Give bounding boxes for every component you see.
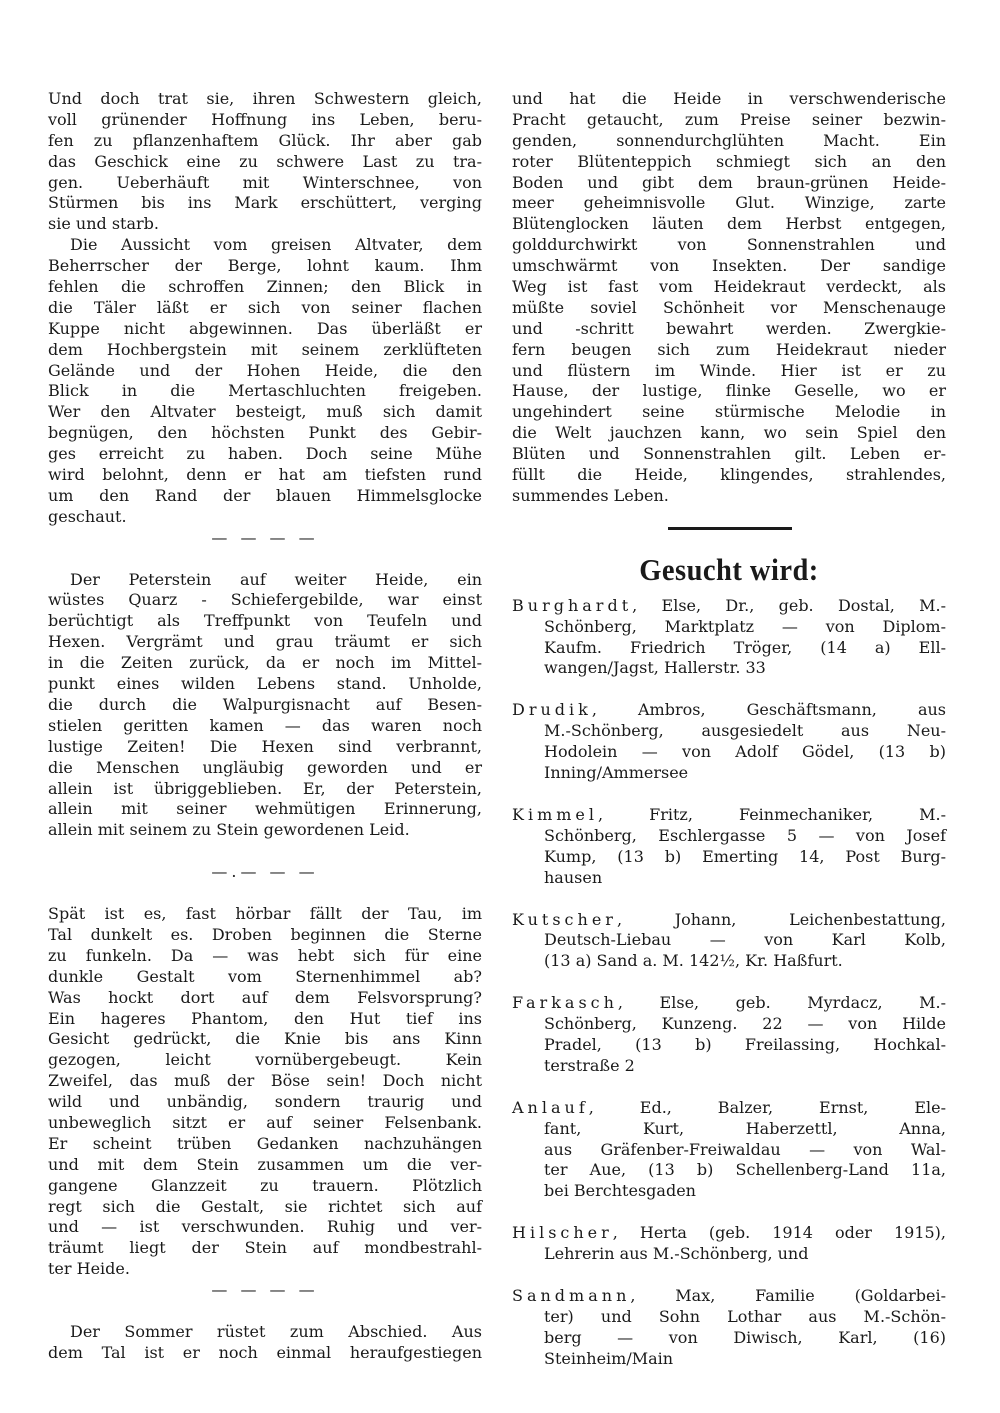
text-line: und — ist verschwunden. Ruhig und ver-	[48, 1217, 482, 1237]
wanted-entry	[512, 805, 946, 889]
text-line: und flüstern im Winde. Hier ist er zu	[512, 360, 946, 380]
text-line: sie und starb.	[48, 214, 159, 234]
paragraph	[48, 235, 482, 527]
text-line: Die Aussicht vom greisen Altvater, dem	[70, 235, 482, 255]
text-line	[512, 805, 946, 826]
text-line: träumt liegt der Stein auf mondbestrahl-	[48, 1238, 482, 1258]
wanted-entry	[512, 596, 946, 680]
text-line: Steinheim/Main	[544, 1348, 674, 1368]
paragraph	[48, 89, 482, 235]
section-separator: —.— — —	[211, 862, 319, 882]
text-line: voll grünender Hoffnung ins Leben, beru-	[48, 109, 482, 129]
entry-text: , Ed., Balzer, Ernst, Ele-	[588, 1097, 946, 1117]
section-heading: Gesucht wird:	[639, 551, 819, 587]
paragraph	[48, 904, 482, 1280]
text-line: Blüten und Sonnenstrahlen gilt. Leben er-	[512, 444, 946, 464]
text-line: Kaufm. Friedrich Tröger, (14 a) Ell-	[544, 637, 946, 657]
text-line: wüstes Quarz - Schiefergebilde, war einst	[48, 590, 482, 610]
text-line: die durch die Walpurgisnacht auf Besen-	[48, 694, 482, 714]
text-line: gezogen, leicht vornübergebeugt. Kein	[48, 1050, 482, 1070]
text-line: Gesicht gedrückt, die Knie bis ans Kinn	[48, 1029, 482, 1049]
text-line: füllt die Heide, klingendes, strahlendes,	[512, 465, 946, 485]
text-line: (13 a) Sand a. M. 142½, Kr. Haßfurt.	[544, 951, 843, 971]
text-line: begnügen, den höchsten Punkt des Gebir-	[48, 423, 482, 443]
text-line: die Welt jauchzen kann, wo sein Spiel den	[512, 423, 946, 443]
text-line: fant, Kurt, Haberzettl, Anna,	[544, 1118, 946, 1138]
text-line: Inning/Ammersee	[544, 763, 689, 783]
text-line: hausen	[544, 867, 603, 887]
text-line: Lehrerin aus M.-Schönberg, und	[544, 1244, 809, 1264]
text-line: Pradel, (13 b) Freilassing, Hochkal-	[544, 1034, 946, 1054]
entry-text: , Fritz, Feinmechaniker, M.-	[598, 804, 946, 824]
text-line: Schönberg, Marktplatz — von Diplom-	[544, 616, 946, 636]
person-name: Anlauf	[512, 1097, 589, 1117]
text-line: dem Hochbergstein mit seinem zerklüfteten	[48, 339, 482, 359]
text-line	[512, 700, 946, 721]
text-line: um den Rand der blauen Himmelsglocke	[48, 485, 482, 505]
text-line: berg — von Diwisch, Karl, (16)	[544, 1327, 946, 1347]
text-line: Hause, der lustige, flinke Geselle, wo er	[512, 381, 946, 401]
text-line: Stürmen bis ins Mark erschüttert, verging	[48, 193, 482, 213]
text-line: fern beugen sich zum Heidekraut nieder	[512, 339, 946, 359]
text-line: die Täler läßt er sich von seiner flachen	[48, 297, 482, 317]
text-line: Deutsch-Liebau — von Karl Kolb,	[544, 930, 946, 950]
text-line: unbeweglich sitzt er auf seiner Felsenbank.	[48, 1112, 482, 1132]
right-column	[512, 89, 946, 1391]
text-line	[512, 993, 946, 1014]
divider-rule	[668, 527, 792, 530]
wanted-entry	[512, 993, 946, 1077]
entry-text: , Else, Dr., geb. Dostal, M.-	[632, 595, 946, 615]
text-line: in die Zeiten zurück, da er noch im Mittel-	[48, 653, 482, 673]
text-line: aus Gräfenber-Freiwaldau — von Wal-	[544, 1139, 946, 1159]
text-line	[512, 1286, 946, 1307]
text-line: ges erreicht zu haben. Doch seine Mühe	[48, 444, 482, 464]
text-line: allein mit seiner wehmütigen Erinnerung,	[48, 799, 482, 819]
text-line	[512, 596, 946, 617]
text-line: wild und unbändig, sondern traurig und	[48, 1092, 482, 1112]
text-line: Was hockt dort auf dem Felsvorsprung?	[48, 987, 482, 1007]
text-line: Und doch trat sie, ihren Schwestern gleich,	[48, 89, 482, 108]
text-line: fehlen die schroffen Zinnen; den Blick in	[48, 277, 482, 297]
text-line: ungehindert seine stürmische Melodie in	[512, 402, 946, 422]
text-line: Ein hageres Phantom, den Hut tief ins	[48, 1008, 482, 1028]
person-name: Burghardt	[512, 595, 633, 615]
wanted-entry	[512, 1223, 946, 1265]
left-column	[48, 89, 482, 1364]
text-line: Tal dunkelt es. Droben beginnen die Sterne	[48, 924, 482, 944]
text-line: bei Berchtesgaden	[544, 1181, 696, 1201]
text-line: wangen/Jagst, Hallerstr. 33	[544, 658, 766, 678]
person-name: Farkasch	[512, 993, 618, 1013]
person-name: Kimmel	[512, 804, 598, 824]
text-line: Weg ist fast vom Heidekraut verdeckt, als	[512, 277, 946, 297]
paragraph	[48, 570, 482, 842]
wanted-entry	[512, 1098, 946, 1202]
text-line: dem Tal ist er noch einmal heraufgestiegen	[48, 1342, 482, 1362]
wanted-entry	[512, 1286, 946, 1370]
text-line	[512, 1098, 946, 1119]
text-line: terstraße 2	[544, 1055, 635, 1075]
text-line: summendes Leben.	[512, 485, 669, 505]
text-line: Schönberg, Eschlergasse 5 — von Josef	[544, 825, 946, 845]
wanted-entry	[512, 700, 946, 784]
text-line: geschaut.	[48, 506, 127, 526]
text-line: fen zu pflanzenhaftem Glück. Ihr aber gab	[48, 130, 482, 150]
text-line: Schönberg, Kunzeng. 22 — von Hilde	[544, 1014, 946, 1034]
text-line: Pracht getaucht, zum Preise seiner bezwin-	[512, 109, 946, 129]
person-name: Sandmann	[512, 1285, 631, 1305]
text-line: die Menschen ungläubig geworden und er	[48, 757, 482, 777]
text-line: golddurchwirkt von Sonnenstrahlen und	[512, 235, 946, 255]
paragraph	[512, 89, 946, 507]
text-line: ter Heide.	[48, 1259, 130, 1279]
text-line: meer geheimnisvolle Glut. Winzige, zarte	[512, 193, 946, 213]
text-line: Blick in die Mertaschluchten freigeben.	[48, 381, 482, 401]
text-line: stielen geritten kamen — das waren noch	[48, 715, 482, 735]
text-line: regt sich die Gestalt, sie richtet sich auf	[48, 1196, 482, 1216]
text-line: genden, sonnendurchglühten Macht. Ein	[512, 130, 946, 150]
text-line: Wer den Altvater besteigt, muß sich damit	[48, 402, 482, 422]
text-line: wird belohnt, denn er hat am tiefsten rund	[48, 465, 482, 485]
text-line	[512, 910, 946, 931]
entry-text: , Herta (geb. 1914 oder 1915),	[612, 1223, 946, 1243]
text-line: berüchtigt als Treffpunkt von Teufeln und	[48, 611, 482, 631]
text-line: Hodolein — von Adolf Gödel, (13 b)	[544, 742, 946, 762]
text-line: und hat die Heide in verschwenderische	[512, 89, 946, 108]
text-line: Blütenglocken läuten dem Herbst entgegen,	[512, 214, 946, 234]
text-line: allein mit seinem zu Stein gewordenen Leid.	[48, 820, 410, 840]
text-line: Boden und gibt dem braun-grünen Heide-	[512, 172, 946, 192]
text-line: Der Sommer rüstet zum Abschied. Aus	[70, 1321, 482, 1341]
text-line: allein ist übriggeblieben. Er, der Peterstein,	[48, 778, 482, 798]
text-line: lustige Zeiten! Die Hexen sind verbrannt,	[48, 736, 482, 756]
person-name: Hilscher	[512, 1223, 613, 1243]
text-line: M.-Schönberg, ausgesiedelt aus Neu-	[544, 721, 946, 741]
text-line	[512, 1223, 946, 1244]
text-line: gen. Ueberhäuft mit Winterschnee, von	[48, 172, 482, 192]
text-line: Zweifel, das muß der Böse sein! Doch nicht	[48, 1071, 482, 1091]
wanted-list	[512, 596, 946, 1370]
text-line: Kump, (13 b) Emerting 14, Post Burg-	[544, 846, 946, 866]
text-line: Beherrscher der Berge, lohnt kaum. Ihm	[48, 256, 482, 276]
text-line: und -schritt bewahrt werden. Zwergkie-	[512, 318, 946, 338]
person-name: Kutscher	[512, 909, 617, 929]
text-line: roter Blütenteppich schmiegt sich an den	[512, 151, 946, 171]
text-line: Der Peterstein auf weiter Heide, ein	[70, 569, 482, 589]
section-separator: — — — —	[211, 527, 319, 547]
text-line: Spät ist es, fast hörbar fällt der Tau, im	[48, 904, 482, 924]
paragraph	[48, 1322, 482, 1364]
entry-text: , Johann, Leichenbestattung,	[616, 909, 946, 929]
section-separator: — — — —	[211, 1280, 319, 1300]
text-line: zu funkeln. Da — was hebt sich für eine	[48, 945, 482, 965]
text-line: umschwärmt von Insekten. Der sandige	[512, 256, 946, 276]
text-line: gangene Glanzzeit zu trauern. Plötzlich	[48, 1175, 482, 1195]
text-line: ter) und Sohn Lothar aus M.-Schön-	[544, 1306, 946, 1326]
text-line: Hexen. Vergrämt und grau träumt er sich	[48, 632, 482, 652]
text-line: Gelände und der Hohen Heide, die den	[48, 360, 482, 380]
text-line: ter Aue, (13 b) Schellenberg-Land 11a,	[544, 1160, 946, 1180]
wanted-entry	[512, 910, 946, 973]
entry-text: , Max, Familie (Goldarbei-	[630, 1285, 946, 1305]
text-line: das Geschick eine zu schwere Last zu tra-	[48, 151, 482, 171]
person-name: Drudik	[512, 700, 592, 720]
text-line: Kuppe nicht abgewinnen. Das überläßt er	[48, 318, 482, 338]
text-line: und mit dem Stein zusammen um die ver-	[48, 1154, 482, 1174]
entry-text: , Else, geb. Myrdacz, M.-	[617, 993, 946, 1013]
entry-text: , Ambros, Geschäftsmann, aus	[591, 700, 946, 720]
text-line: müßte soviel Schönheit vor Menschenauge	[512, 297, 946, 317]
text-line: Er scheint trüben Gedanken nachzuhängen	[48, 1133, 482, 1153]
text-line: punkt eines wilden Lebens stand. Unholde,	[48, 674, 482, 694]
text-line: dunkle Gestalt vom Sternenhimmel ab?	[48, 966, 482, 986]
